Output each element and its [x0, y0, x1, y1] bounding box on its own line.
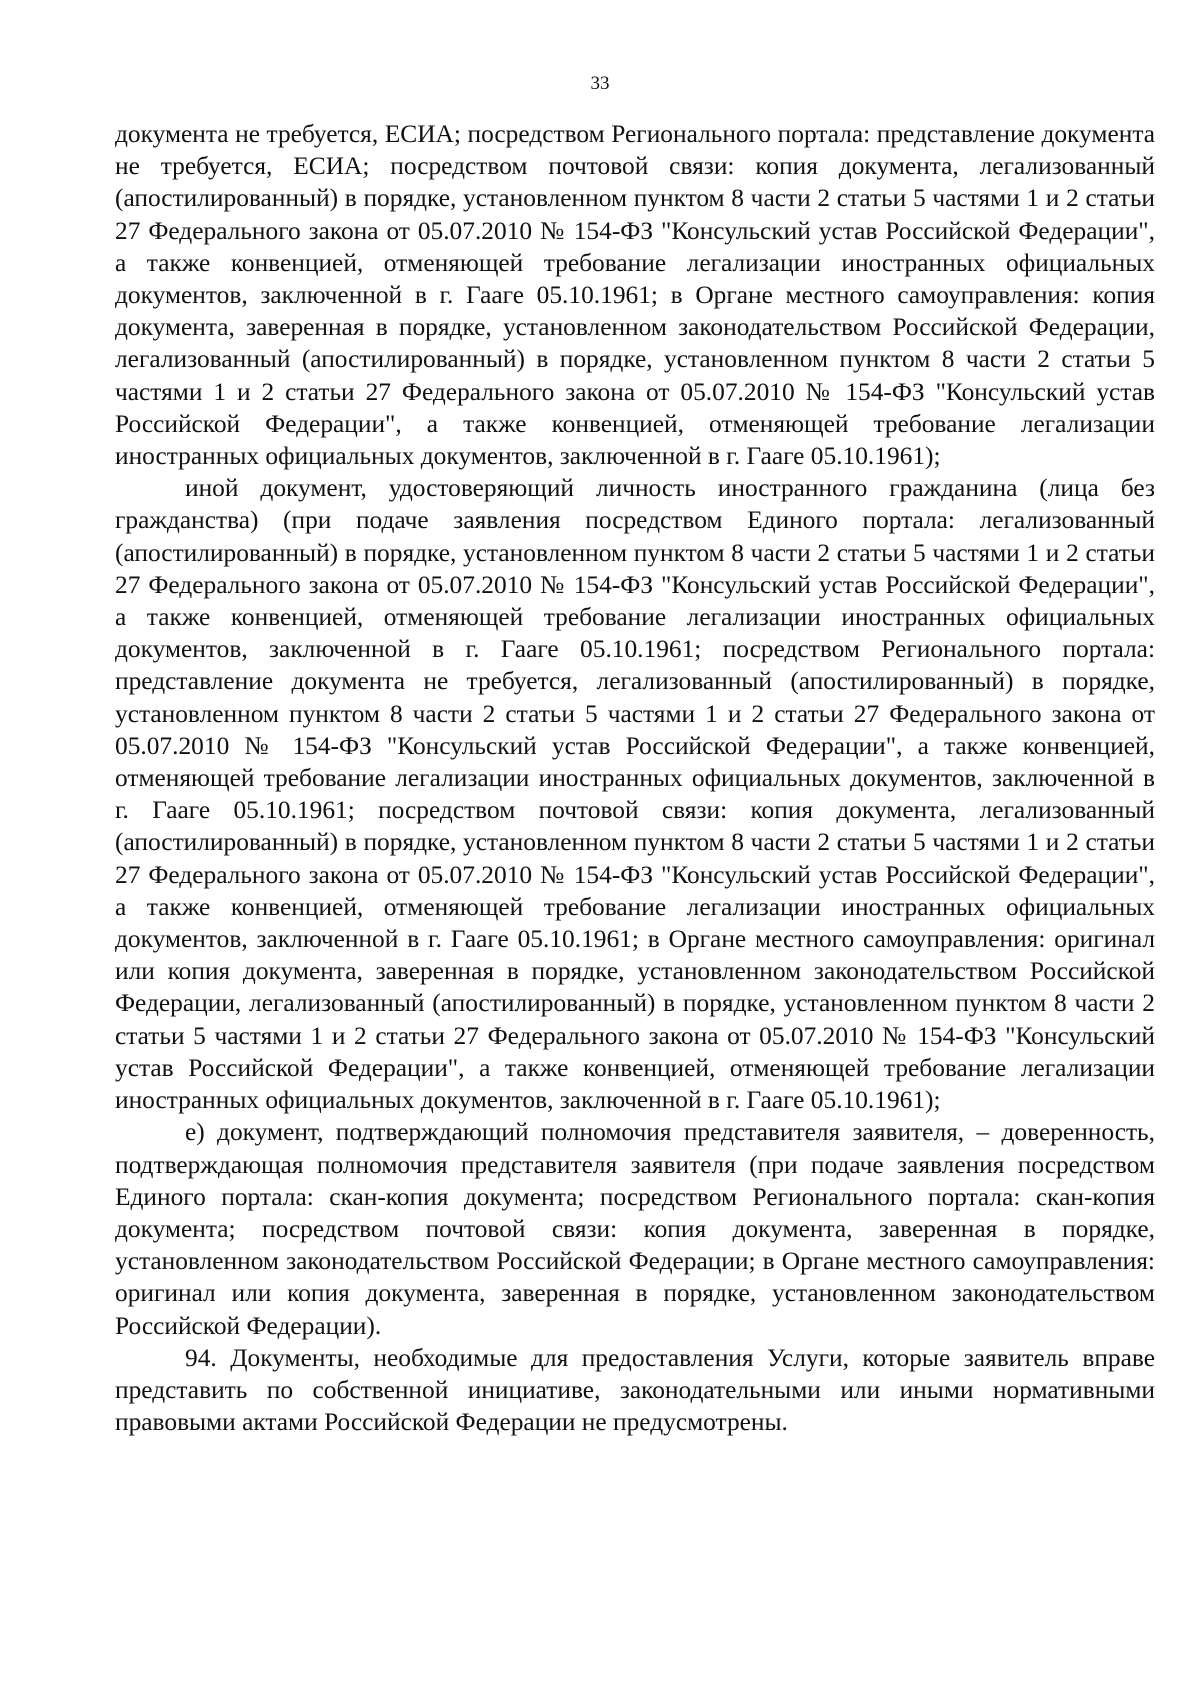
paragraph-foreign-id-document: иной документ, удостоверяющий личность иностранного гражданина (лица без гражданства) (при подаче заявления посредством Единого портала: легализованный (апостилированный) в порядке, установленном пунктом 8 части 2 статьи 5 частями 1 и 2 статьи 27 Федерального закона от 05.07.2010 № 154-ФЗ "Консульский устав Российской Федерации", а также конвенцией, отменяющей требование легализации иностранных официальных документов, заключенной в г. Гааге 05.10.1961; посредством Регионального портала: представление документа не требуется, легализованный (апостилированный) в порядке, установленном пунктом 8 части 2 статьи 5 частями 1 и 2 статьи 27 Федерального закона от 05.07.2010 № 154-ФЗ "Консульский устав Российской Федерации", а также конвенцией, отменяющей требование легализации иностранных официальных документов, заключенной в г. Гааге 05.10.1961; посредством почтовой связи: копия документа, легализованный (апостилированный) в порядке, установленном пунктом 8 части 2 статьи 5 частями 1 и 2 статьи 27 Федерального закона от 05.07.2010 № 154-ФЗ "Консульский устав Российской Федерации", а также конвенцией, отменяющей требование легализации иностранных официальных документов, заключенной в г. Гааге 05.10.1961; в Органе местного самоуправления: оригинал или копия документа, заверенная в порядке, установленном законодательством Российской Федерации, легализованный (апостилированный) в порядке, установленном пунктом 8 части 2 статьи 5 частями 1 и 2 статьи 27 Федерального закона от 05.07.2010 № 154-ФЗ "Консульский устав Российской Федерации", а также конвенцией, отменяющей требование легализации иностранных официальных документов, заключенной в г. Гааге 05.10.1961);	[115, 474, 1155, 1115]
page-number: 33	[590, 73, 610, 94]
paragraph-representative-authority: е) документ, подтверждающий полномочия представителя заявителя, – доверенность, подтверждающая полномочия представителя заявителя (при подаче заявления посредством Единого портала: скан-копия документа; посредством Регионального портала: скан-копия документа; посредством почтовой связи: копия документа, заверенная в порядке, установленном законодательством Российской Федерации; в Органе местного самоуправления: оригинал или копия документа, заверенная в порядке, установленном законодательством Российской Федерации).	[115, 1118, 1155, 1340]
document-body	[115, 118, 1155, 1438]
paragraph-continuation: документа не требуется, ЕСИА; посредством Регионального портала: представление документа не требуется, ЕСИА; посредством почтовой связи: копия документа, легализованный (апостилированный) в порядке, установленном пунктом 8 части 2 статьи 5 частями 1 и 2 статьи 27 Федерального закона от 05.07.2010 № 154-ФЗ "Консульский устав Российской Федерации", а также конвенцией, отменяющей требование легализации иностранных официальных документов, заключенной в г. Гааге 05.10.1961; в Органе местного самоуправления: копия документа, заверенная в порядке, установленном законодательством Российской Федерации, легализованный (апостилированный) в порядке, установленном пунктом 8 части 2 статьи 5 частями 1 и 2 статьи 27 Федерального закона от 05.07.2010 № 154-ФЗ "Консульский устав Российской Федерации", а также конвенцией, отменяющей требование легализации иностранных официальных документов, заключенной в г. Гааге 05.10.1961);	[115, 120, 1155, 471]
paragraph-item-94: 94. Документы, необходимые для предоставления Услуги, которые заявитель вправе представить по собственной инициативе, законодательными или иными нормативными правовыми актами Российской Федерации не предусмотрены.	[115, 1343, 1155, 1437]
